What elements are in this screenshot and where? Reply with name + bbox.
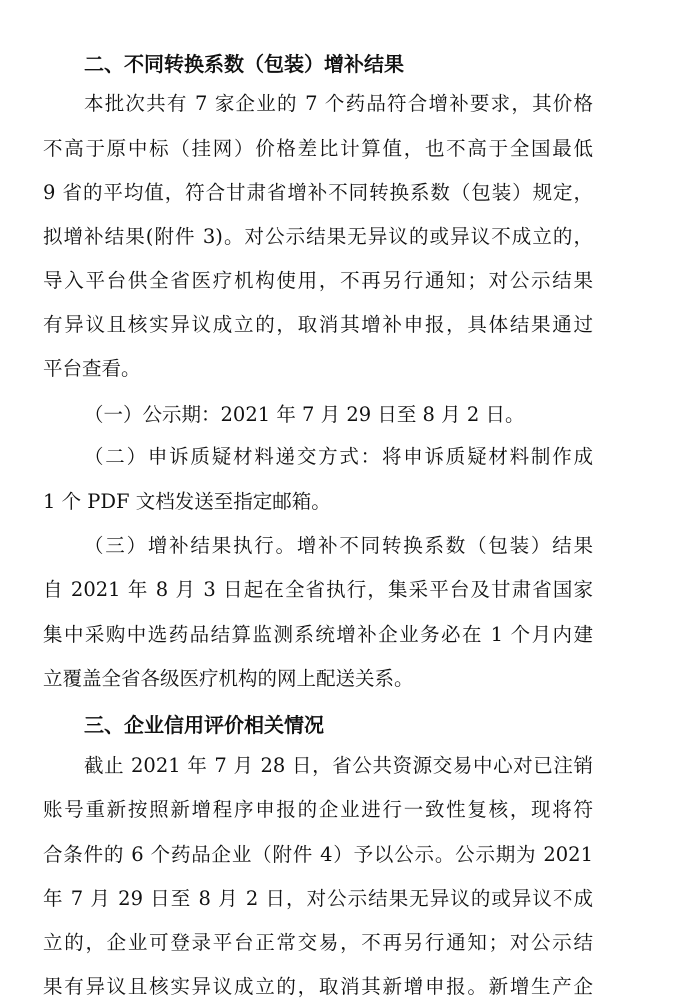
paragraph-line: 截止 2021 年 7 月 28 日，省公共资源交易中心对已注销 bbox=[84, 754, 593, 777]
paragraph-line: 立的，企业可登录平台正常交易，不再另行通知；对公示结 bbox=[43, 931, 593, 954]
paragraph-line: 本批次共有 7 家企业的 7 个药品符合增补要求，其价格 bbox=[84, 92, 593, 115]
paragraph-line: 年 7 月 29 日至 8 月 2 日，对公示结果无异议的或异议不成 bbox=[43, 887, 593, 910]
paragraph-line: 有异议且核实异议成立的，取消其增补申报，具体结果通过 bbox=[43, 313, 593, 336]
list-item-3-line: （三）增补结果执行。增补不同转换系数（包装）结果 bbox=[84, 534, 593, 557]
list-item-3-line: 集中采购中选药品结算监测系统增补企业务必在 1 个月内建 bbox=[43, 623, 593, 646]
paragraph-line: 果有异议且核实异议成立的，取消其新增申报。新增生产企 bbox=[43, 975, 593, 998]
list-item-2-line: 1 个 PDF 文档发送至指定邮箱。 bbox=[43, 490, 331, 513]
list-item-3-line: 自 2021 年 8 月 3 日起在全省执行，集采平台及甘肃省国家 bbox=[43, 578, 593, 601]
list-item-1: （一）公示期：2021 年 7 月 29 日至 8 月 2 日。 bbox=[84, 403, 525, 426]
paragraph-line: 9 省的平均值，符合甘肃省增补不同转换系数（包装）规定， bbox=[43, 181, 593, 204]
list-item-2-line: （二）申诉质疑材料递交方式：将申诉质疑材料制作成 bbox=[84, 445, 593, 468]
paragraph-line: 平台查看。 bbox=[43, 357, 141, 380]
section-heading-2: 二、不同转换系数（包装）增补结果 bbox=[84, 52, 404, 76]
paragraph-line: 账号重新按照新增程序申报的企业进行一致性复核，现将符 bbox=[43, 798, 593, 821]
paragraph-line: 合条件的 6 个药品企业（附件 4）予以公示。公示期为 2021 bbox=[43, 843, 593, 866]
section-heading-3: 三、企业信用评价相关情况 bbox=[84, 713, 324, 737]
paragraph-line: 导入平台供全省医疗机构使用，不再另行通知；对公示结果 bbox=[43, 269, 593, 292]
paragraph-line: 拟增补结果(附件 3)。对公示结果无异议的或异议不成立的， bbox=[43, 225, 593, 248]
list-item-3-line: 立覆盖全省各级医疗机构的网上配送关系。 bbox=[43, 667, 414, 690]
paragraph-line: 不高于原中标（挂网）价格差比计算值，也不高于全国最低 bbox=[43, 137, 593, 160]
